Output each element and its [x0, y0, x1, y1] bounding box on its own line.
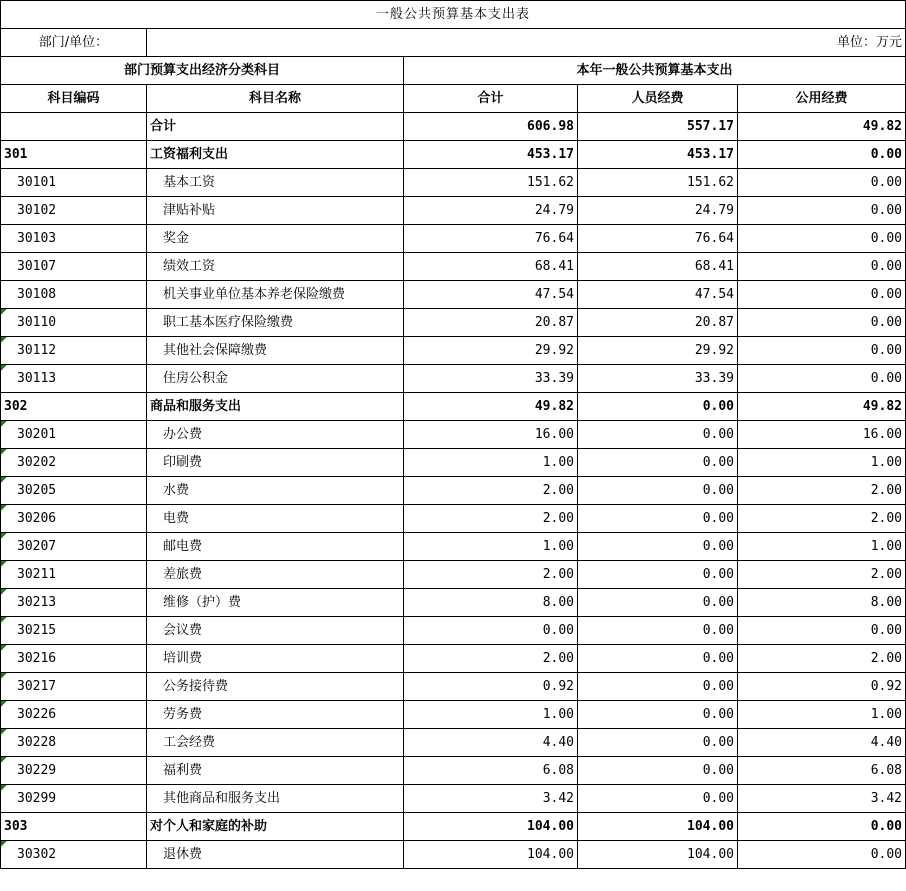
cell-code[interactable]: 30216: [1, 645, 147, 673]
header-total[interactable]: 合计: [404, 85, 578, 113]
cell-personnel[interactable]: 0.00: [578, 561, 738, 589]
cell-public[interactable]: 2.00: [738, 645, 906, 673]
cell-personnel[interactable]: 0.00: [578, 477, 738, 505]
cell-personnel[interactable]: 0.00: [578, 505, 738, 533]
cell-public[interactable]: 0.00: [738, 197, 906, 225]
table-row: [1, 673, 906, 701]
cell-name[interactable]: 水费: [147, 477, 404, 505]
cell-total[interactable]: 1.00: [404, 701, 578, 729]
cell-name[interactable]: 绩效工资: [147, 253, 404, 281]
table-row: [1, 365, 906, 393]
cell-public[interactable]: 0.00: [738, 253, 906, 281]
cell-public[interactable]: 1.00: [738, 701, 906, 729]
cell-public[interactable]: 1.00: [738, 533, 906, 561]
table-row: [1, 785, 906, 813]
cell-total[interactable]: 20.87: [404, 309, 578, 337]
cell-name[interactable]: 职工基本医疗保险缴费: [147, 309, 404, 337]
cell-total[interactable]: 6.08: [404, 757, 578, 785]
cell-name[interactable]: 基本工资: [147, 169, 404, 197]
cell-code[interactable]: 303: [1, 813, 147, 841]
unit-label[interactable]: 单位：万元: [147, 29, 906, 57]
cell-name[interactable]: 对个人和家庭的补助: [147, 813, 404, 841]
cell-public[interactable]: 6.08: [738, 757, 906, 785]
cell-code[interactable]: 30206: [1, 505, 147, 533]
cell-total[interactable]: 76.64: [404, 225, 578, 253]
cell-public[interactable]: 0.00: [738, 309, 906, 337]
cell-total[interactable]: 104.00: [404, 813, 578, 841]
cell-code[interactable]: 30228: [1, 729, 147, 757]
cell-code[interactable]: 30101: [1, 169, 147, 197]
cell-code[interactable]: 30103: [1, 225, 147, 253]
cell-public[interactable]: 0.92: [738, 673, 906, 701]
cell-total[interactable]: 0.92: [404, 673, 578, 701]
cell-personnel[interactable]: 0.00: [578, 729, 738, 757]
table-row: [1, 337, 906, 365]
cell-public[interactable]: 2.00: [738, 505, 906, 533]
cell-code[interactable]: 30211: [1, 561, 147, 589]
cell-total[interactable]: 4.40: [404, 729, 578, 757]
header-personnel[interactable]: 人员经费: [578, 85, 738, 113]
cell-name[interactable]: 退休费: [147, 841, 404, 869]
dept-label[interactable]: 部门/单位：: [1, 29, 147, 57]
cell-total[interactable]: 8.00: [404, 589, 578, 617]
cell-personnel[interactable]: 0.00: [578, 673, 738, 701]
cell-total[interactable]: 2.00: [404, 477, 578, 505]
table-row: [1, 477, 906, 505]
cell-personnel[interactable]: 0.00: [578, 757, 738, 785]
cell-name[interactable]: 维修（护）费: [147, 589, 404, 617]
cell-public[interactable]: 16.00: [738, 421, 906, 449]
cell-total[interactable]: 1.00: [404, 449, 578, 477]
cell-public[interactable]: 0.00: [738, 365, 906, 393]
cell-total[interactable]: 24.79: [404, 197, 578, 225]
cell-code[interactable]: 30102: [1, 197, 147, 225]
cell-public[interactable]: 0.00: [738, 617, 906, 645]
table-row: [1, 225, 906, 253]
cell-code[interactable]: 30217: [1, 673, 147, 701]
table-row: [1, 281, 906, 309]
cell-code[interactable]: 30226: [1, 701, 147, 729]
cell-public[interactable]: 4.40: [738, 729, 906, 757]
table-row: [1, 253, 906, 281]
header-code[interactable]: 科目编码: [1, 85, 147, 113]
cell-total[interactable]: 151.62: [404, 169, 578, 197]
cell-personnel[interactable]: 24.79: [578, 197, 738, 225]
cell-code[interactable]: 30107: [1, 253, 147, 281]
cell-personnel[interactable]: 557.17: [578, 113, 738, 141]
table-row: [1, 197, 906, 225]
cell-personnel[interactable]: 76.64: [578, 225, 738, 253]
cell-code[interactable]: 30213: [1, 589, 147, 617]
header-group-classification[interactable]: 部门预算支出经济分类科目: [1, 57, 404, 85]
cell-total[interactable]: 3.42: [404, 785, 578, 813]
cell-public[interactable]: 8.00: [738, 589, 906, 617]
cell-personnel[interactable]: 0.00: [578, 421, 738, 449]
cell-code[interactable]: 30113: [1, 365, 147, 393]
header-public[interactable]: 公用经费: [738, 85, 906, 113]
cell-name[interactable]: 劳务费: [147, 701, 404, 729]
cell-personnel[interactable]: 104.00: [578, 813, 738, 841]
cell-name[interactable]: 商品和服务支出: [147, 393, 404, 421]
cell-personnel[interactable]: 0.00: [578, 589, 738, 617]
cell-name[interactable]: 奖金: [147, 225, 404, 253]
table-row: [1, 729, 906, 757]
cell-public[interactable]: 2.00: [738, 477, 906, 505]
cell-public[interactable]: 0.00: [738, 841, 906, 869]
cell-name[interactable]: 会议费: [147, 617, 404, 645]
cell-personnel[interactable]: 151.62: [578, 169, 738, 197]
cell-total[interactable]: 16.00: [404, 421, 578, 449]
cell-code[interactable]: [1, 113, 147, 141]
cell-name[interactable]: 邮电费: [147, 533, 404, 561]
cell-personnel[interactable]: 68.41: [578, 253, 738, 281]
cell-public[interactable]: 0.00: [738, 813, 906, 841]
cell-name[interactable]: 印刷费: [147, 449, 404, 477]
cell-total[interactable]: 49.82: [404, 393, 578, 421]
cell-name[interactable]: 其他商品和服务支出: [147, 785, 404, 813]
cell-personnel[interactable]: 0.00: [578, 533, 738, 561]
cell-personnel[interactable]: 29.92: [578, 337, 738, 365]
table-row: [1, 449, 906, 477]
cell-code[interactable]: 302: [1, 393, 147, 421]
sheet-title[interactable]: 一般公共预算基本支出表: [1, 1, 906, 29]
cell-total[interactable]: 68.41: [404, 253, 578, 281]
cell-code[interactable]: 30110: [1, 309, 147, 337]
table-row: [1, 169, 906, 197]
table-row: [1, 841, 906, 869]
cell-total[interactable]: 606.98: [404, 113, 578, 141]
table-row: [1, 421, 906, 449]
cell-code[interactable]: 30108: [1, 281, 147, 309]
table-row: [1, 645, 906, 673]
cell-public[interactable]: 0.00: [738, 281, 906, 309]
cell-total[interactable]: 2.00: [404, 645, 578, 673]
cell-total[interactable]: 0.00: [404, 617, 578, 645]
cell-code[interactable]: 30302: [1, 841, 147, 869]
cell-public[interactable]: 0.00: [738, 225, 906, 253]
cell-public[interactable]: 49.82: [738, 113, 906, 141]
cell-name[interactable]: 其他社会保障缴费: [147, 337, 404, 365]
cell-personnel[interactable]: 0.00: [578, 393, 738, 421]
table-row: [1, 701, 906, 729]
cell-name[interactable]: 办公费: [147, 421, 404, 449]
cell-name[interactable]: 差旅费: [147, 561, 404, 589]
cell-name[interactable]: 电费: [147, 505, 404, 533]
table-row: [1, 113, 906, 141]
table-row: [1, 561, 906, 589]
cell-personnel[interactable]: 0.00: [578, 785, 738, 813]
cell-name[interactable]: 住房公积金: [147, 365, 404, 393]
cell-personnel[interactable]: 0.00: [578, 645, 738, 673]
table-row: [1, 533, 906, 561]
cell-total[interactable]: 47.54: [404, 281, 578, 309]
table-row: [1, 505, 906, 533]
cell-code[interactable]: 30215: [1, 617, 147, 645]
table-row: [1, 309, 906, 337]
table-row: [1, 813, 906, 841]
cell-name[interactable]: 津贴补贴: [147, 197, 404, 225]
cell-public[interactable]: 0.00: [738, 169, 906, 197]
cell-name[interactable]: 福利费: [147, 757, 404, 785]
cell-personnel[interactable]: 47.54: [578, 281, 738, 309]
cell-public[interactable]: 49.82: [738, 393, 906, 421]
cell-name[interactable]: 工会经费: [147, 729, 404, 757]
cell-name[interactable]: 培训费: [147, 645, 404, 673]
cell-code[interactable]: 301: [1, 141, 147, 169]
cell-personnel[interactable]: 0.00: [578, 701, 738, 729]
cell-total[interactable]: 2.00: [404, 505, 578, 533]
cell-code[interactable]: 30112: [1, 337, 147, 365]
cell-total[interactable]: 104.00: [404, 841, 578, 869]
cell-public[interactable]: 2.00: [738, 561, 906, 589]
cell-public[interactable]: 1.00: [738, 449, 906, 477]
cell-total[interactable]: 2.00: [404, 561, 578, 589]
cell-code[interactable]: 30201: [1, 421, 147, 449]
cell-code[interactable]: 30229: [1, 757, 147, 785]
table-row: [1, 757, 906, 785]
cell-total[interactable]: 33.39: [404, 365, 578, 393]
cell-personnel[interactable]: 0.00: [578, 617, 738, 645]
cell-public[interactable]: 0.00: [738, 337, 906, 365]
table-row: [1, 617, 906, 645]
cell-name[interactable]: 工资福利支出: [147, 141, 404, 169]
cell-total[interactable]: 29.92: [404, 337, 578, 365]
header-name[interactable]: 科目名称: [147, 85, 404, 113]
cell-personnel[interactable]: 104.00: [578, 841, 738, 869]
cell-public[interactable]: 3.42: [738, 785, 906, 813]
cell-personnel[interactable]: 453.17: [578, 141, 738, 169]
header-group-expenditure[interactable]: 本年一般公共预算基本支出: [404, 57, 906, 85]
cell-personnel[interactable]: 33.39: [578, 365, 738, 393]
cell-public[interactable]: 0.00: [738, 141, 906, 169]
cell-name[interactable]: 合计: [147, 113, 404, 141]
cell-code[interactable]: 30205: [1, 477, 147, 505]
cell-name[interactable]: 机关事业单位基本养老保险缴费: [147, 281, 404, 309]
cell-total[interactable]: 453.17: [404, 141, 578, 169]
table-row: [1, 393, 906, 421]
table-row: [1, 589, 906, 617]
cell-code[interactable]: 30202: [1, 449, 147, 477]
table-row: [1, 141, 906, 169]
cell-personnel[interactable]: 20.87: [578, 309, 738, 337]
cell-personnel[interactable]: 0.00: [578, 449, 738, 477]
cell-name[interactable]: 公务接待费: [147, 673, 404, 701]
cell-code[interactable]: 30299: [1, 785, 147, 813]
cell-total[interactable]: 1.00: [404, 533, 578, 561]
cell-code[interactable]: 30207: [1, 533, 147, 561]
